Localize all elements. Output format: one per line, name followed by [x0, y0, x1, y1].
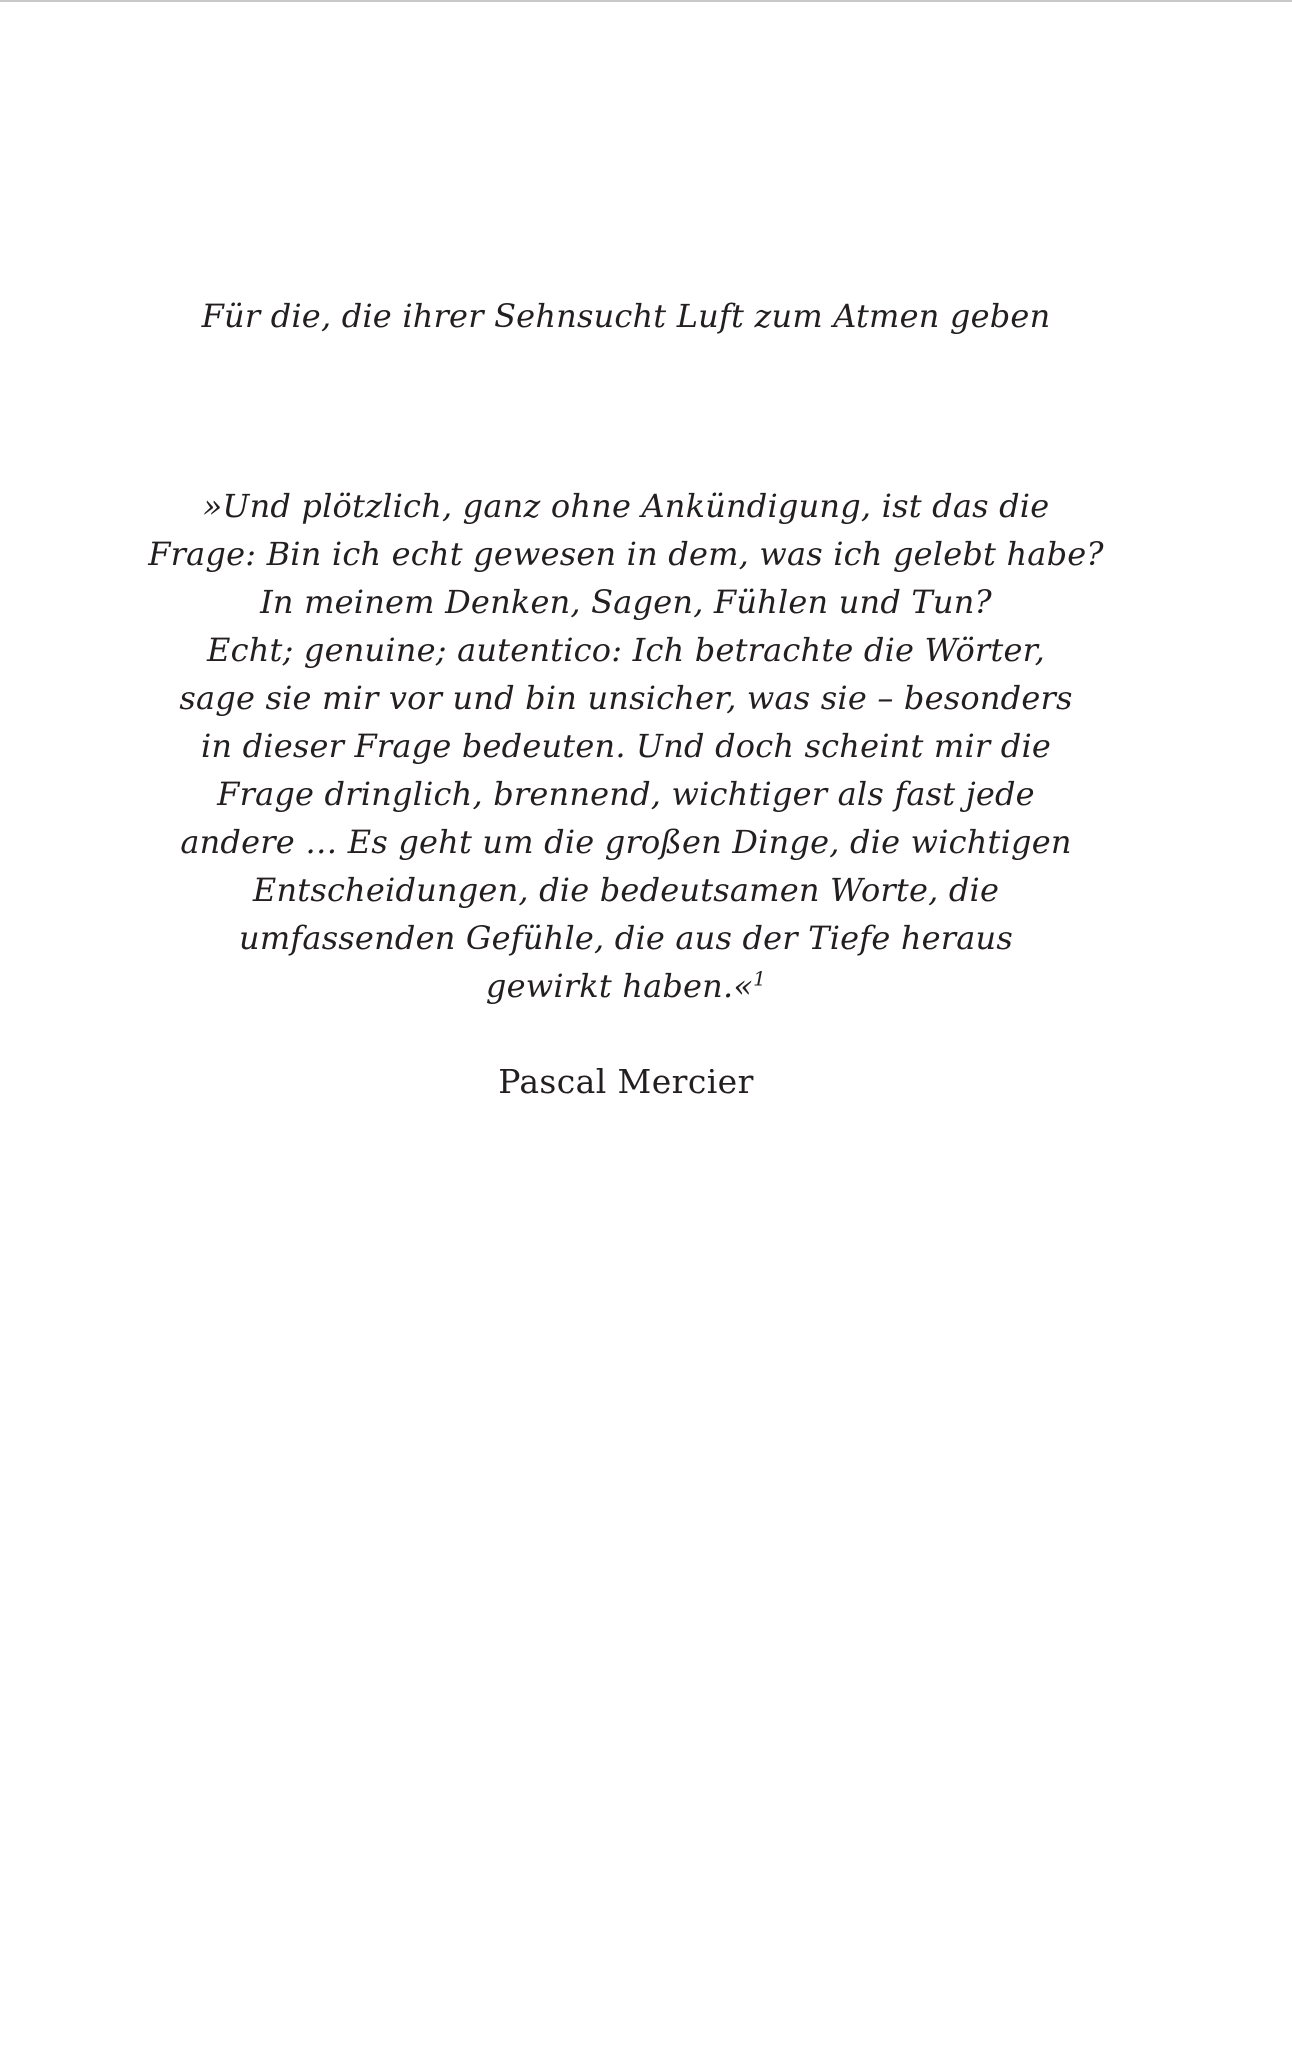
dedication-text: Für die, die ihrer Sehnsucht Luft zum Atmen geben [201, 297, 1051, 335]
epigraph-line: Echt; genuine; autentico: Ich betrachte die Wörter, [207, 631, 1045, 669]
epigraph-line: andere … Es geht um die großen Dinge, die wichtigen [180, 823, 1072, 861]
epigraph-line: »Und plötzlich, ganz ohne Ankündigung, ist das die [202, 487, 1050, 525]
epigraph-line: Frage: Bin ich echt gewesen in dem, was ich gelebt habe? [148, 535, 1104, 573]
footnote-reference: 1 [753, 966, 767, 991]
epigraph-last-line [146, 962, 1106, 1010]
epigraph-line: in dieser Frage bedeuten. Und doch scheint mir die [200, 727, 1052, 765]
epigraph-line: Entscheidungen, die bedeutsamen Worte, die [252, 871, 1000, 909]
epigraph-author: Pascal Mercier [498, 1062, 754, 1101]
epigraph-line: In meinem Denken, Sagen, Fühlen und Tun? [260, 583, 992, 621]
epigraph-line: gewirkt haben.« [485, 967, 754, 1005]
epigraph-line: sage sie mir vor und bin unsicher, was sie – besonders [179, 679, 1073, 717]
epigraph-quote [146, 482, 1106, 1010]
epigraph-line: Frage dringlich, brennend, wichtiger als fast jede [217, 775, 1035, 813]
epigraph-line: umfassenden Gefühle, die aus der Tiefe heraus [239, 919, 1013, 957]
